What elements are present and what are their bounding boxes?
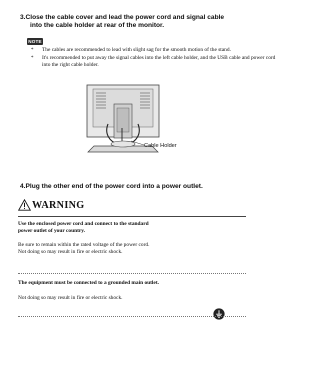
step-4-heading [20,183,280,191]
step-3-line2: into the cable holder at rear of the monitor. [30,22,165,29]
cable-holder-label: Cable Holder [144,143,177,149]
warning-1-text-line2: Not doing so may result in fire or electric shock. [18,249,123,256]
bullet-mark: * [31,48,34,53]
warning-triangle-icon [18,199,31,211]
warning-2-bold-line1: The equipment must be connected to a grounded main outlet. [18,280,159,286]
step-4-number: 4. [20,183,26,190]
warning-title: WARNING [32,200,85,211]
warning-1-text-line1: Be sure to remain within the rated voltage of the power cord. [18,242,150,248]
note-item [28,47,278,54]
note-item-text: The cables are recommended to lead with slight sag for the smooth motion of the stand. [42,47,231,53]
step-4-line1: Plug the other end of the power cord into a power outlet. [25,183,203,190]
bullet-mark: * [31,56,34,62]
divider [18,273,246,274]
warning-2-heading [18,280,246,287]
monitor-rear-illustration [84,84,194,160]
warning-1-bold-line2: power outlet of your country. [18,228,86,235]
note-item [28,55,278,69]
note-item-text: It's recommended to put away the signal cables into the left cable holder, and the USB cable and power cord into the right cable holder. [42,55,276,69]
step-3-number: 3. [20,14,26,21]
warning-2-text-line1: Not doing so may result in fire or electric shock. [18,295,123,301]
warning-rule [18,216,246,217]
note-badge: NOTE [28,39,42,44]
ground-symbol-icon [213,308,225,320]
divider [18,316,246,317]
warning-1-text [18,242,246,256]
step-3-heading [20,14,280,30]
step-3-line1: Close the cable cover and lead the power cord and signal cable [25,14,225,21]
warning-2-text [18,295,246,302]
warning-1-heading [18,221,246,235]
warning-1-bold-line1: Use the enclosed power cord and connect to the standard [18,221,149,227]
note-list [28,47,278,71]
